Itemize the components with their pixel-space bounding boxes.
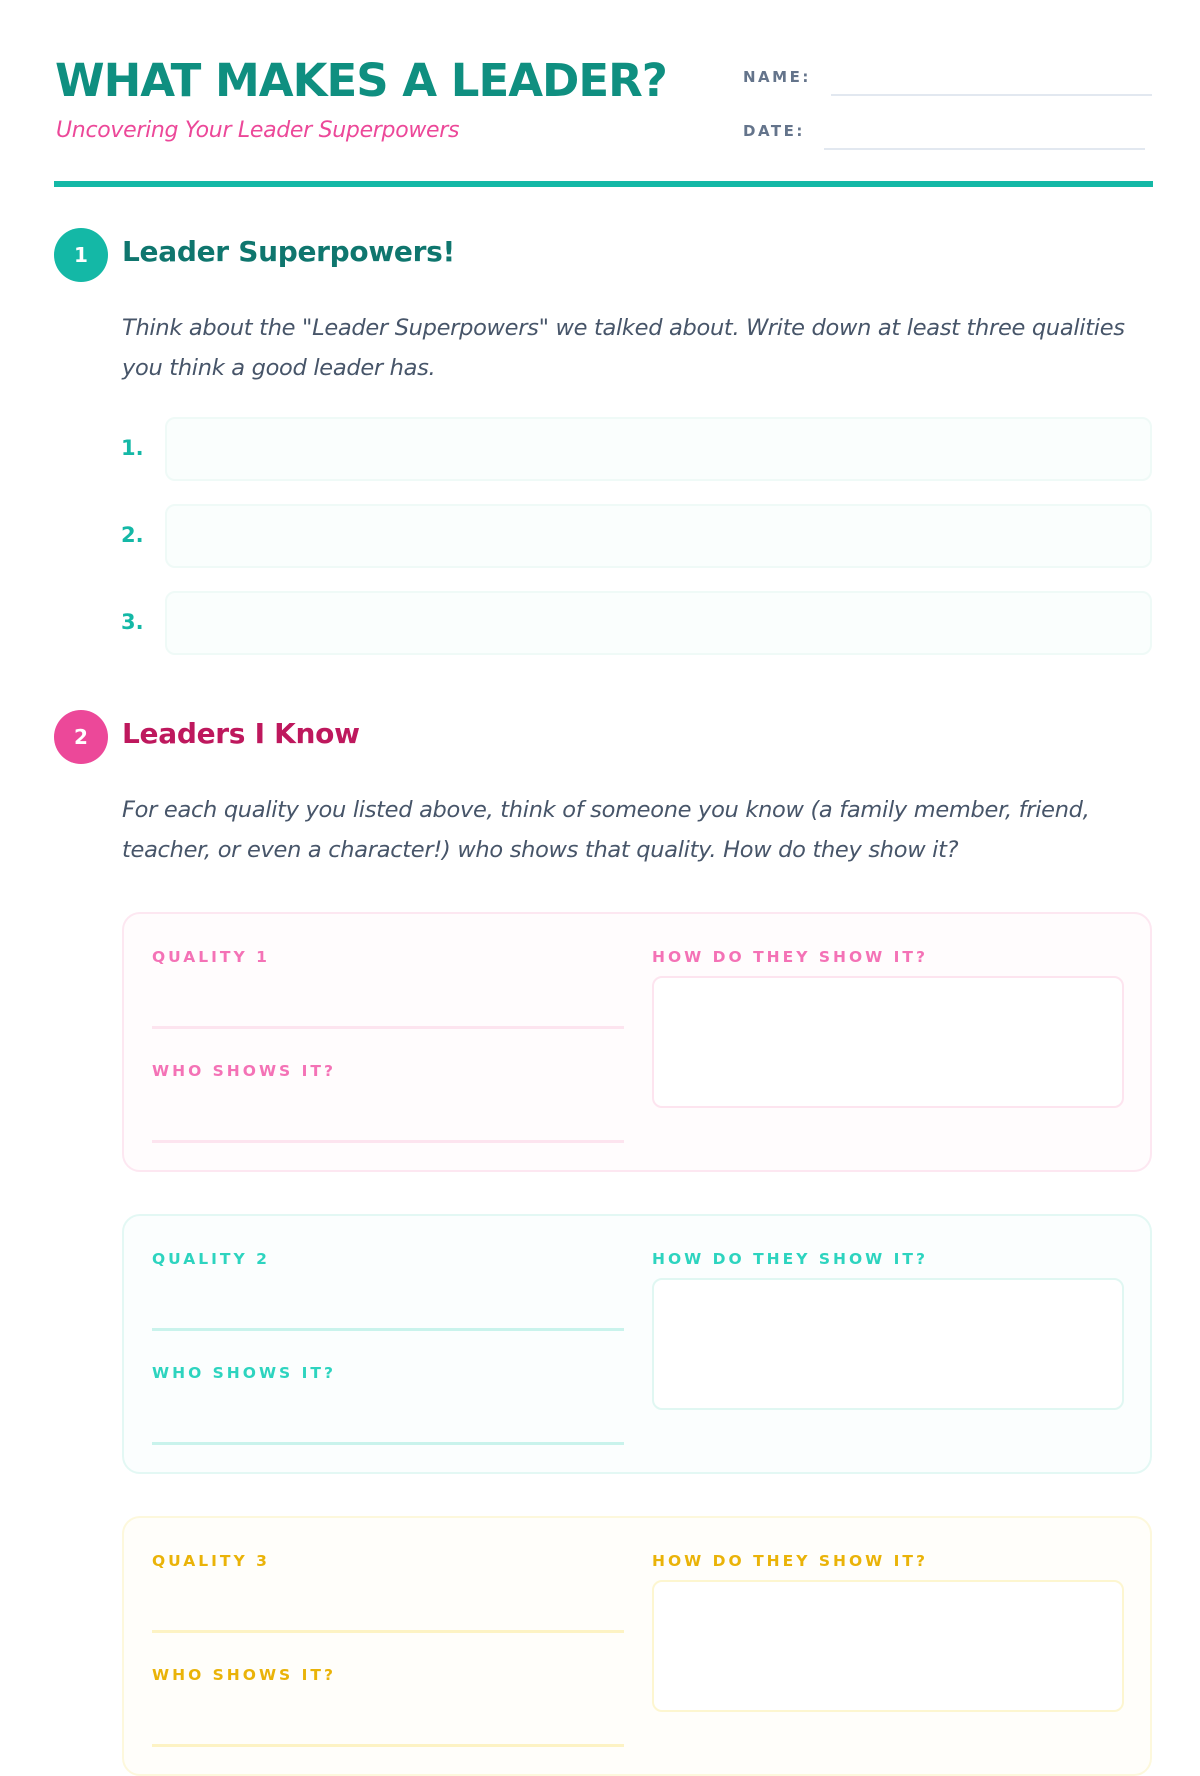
quality-label: QUALITY 1 xyxy=(152,948,270,966)
name-label: NAME: xyxy=(743,68,811,86)
section-2-instructions: For each quality you listed above, think of someone you know (a family member, friend, teacher, or even a character!) who shows that quality. How do they show it? xyxy=(122,797,1090,863)
answer-2-number: 2. xyxy=(121,523,144,547)
date-label: DATE: xyxy=(743,122,805,140)
date-field[interactable] xyxy=(824,148,1145,150)
header-divider xyxy=(54,181,1153,187)
quality-card-3 xyxy=(122,1516,1152,1776)
who-field[interactable] xyxy=(152,1744,624,1747)
quality-field[interactable] xyxy=(152,1630,624,1633)
section-2-heading: Leaders I Know xyxy=(122,717,360,750)
how-label: HOW DO THEY SHOW IT? xyxy=(652,948,928,966)
how-field[interactable] xyxy=(652,1278,1124,1410)
quality-field[interactable] xyxy=(152,1328,624,1331)
section-1-badge: 1 xyxy=(54,228,108,282)
answer-3-number: 3. xyxy=(121,610,144,634)
answer-2-field[interactable] xyxy=(165,504,1152,568)
quality-card-2 xyxy=(122,1214,1152,1474)
section-2-badge: 2 xyxy=(54,710,108,764)
quality-field[interactable] xyxy=(152,1026,624,1029)
answer-1-field[interactable] xyxy=(165,417,1152,481)
who-label: WHO SHOWS IT? xyxy=(152,1666,336,1684)
how-label: HOW DO THEY SHOW IT? xyxy=(652,1552,928,1570)
name-field[interactable] xyxy=(831,94,1152,96)
who-field[interactable] xyxy=(152,1442,624,1445)
how-label: HOW DO THEY SHOW IT? xyxy=(652,1250,928,1268)
who-label: WHO SHOWS IT? xyxy=(152,1364,336,1382)
worksheet-title: WHAT MAKES A LEADER? xyxy=(55,54,667,107)
section-1-heading: Leader Superpowers! xyxy=(122,235,455,268)
how-field[interactable] xyxy=(652,976,1124,1108)
quality-card-1 xyxy=(122,912,1152,1172)
answer-3-field[interactable] xyxy=(165,591,1152,655)
worksheet-subtitle: Uncovering Your Leader Superpowers xyxy=(56,118,460,143)
who-label: WHO SHOWS IT? xyxy=(152,1062,336,1080)
answer-1-number: 1. xyxy=(121,436,144,460)
who-field[interactable] xyxy=(152,1140,624,1143)
quality-label: QUALITY 3 xyxy=(152,1552,270,1570)
section-1-instructions: Think about the "Leader Superpowers" we talked about. Write down at least three qualities you think a good leader has. xyxy=(122,315,1125,381)
quality-label: QUALITY 2 xyxy=(152,1250,270,1268)
